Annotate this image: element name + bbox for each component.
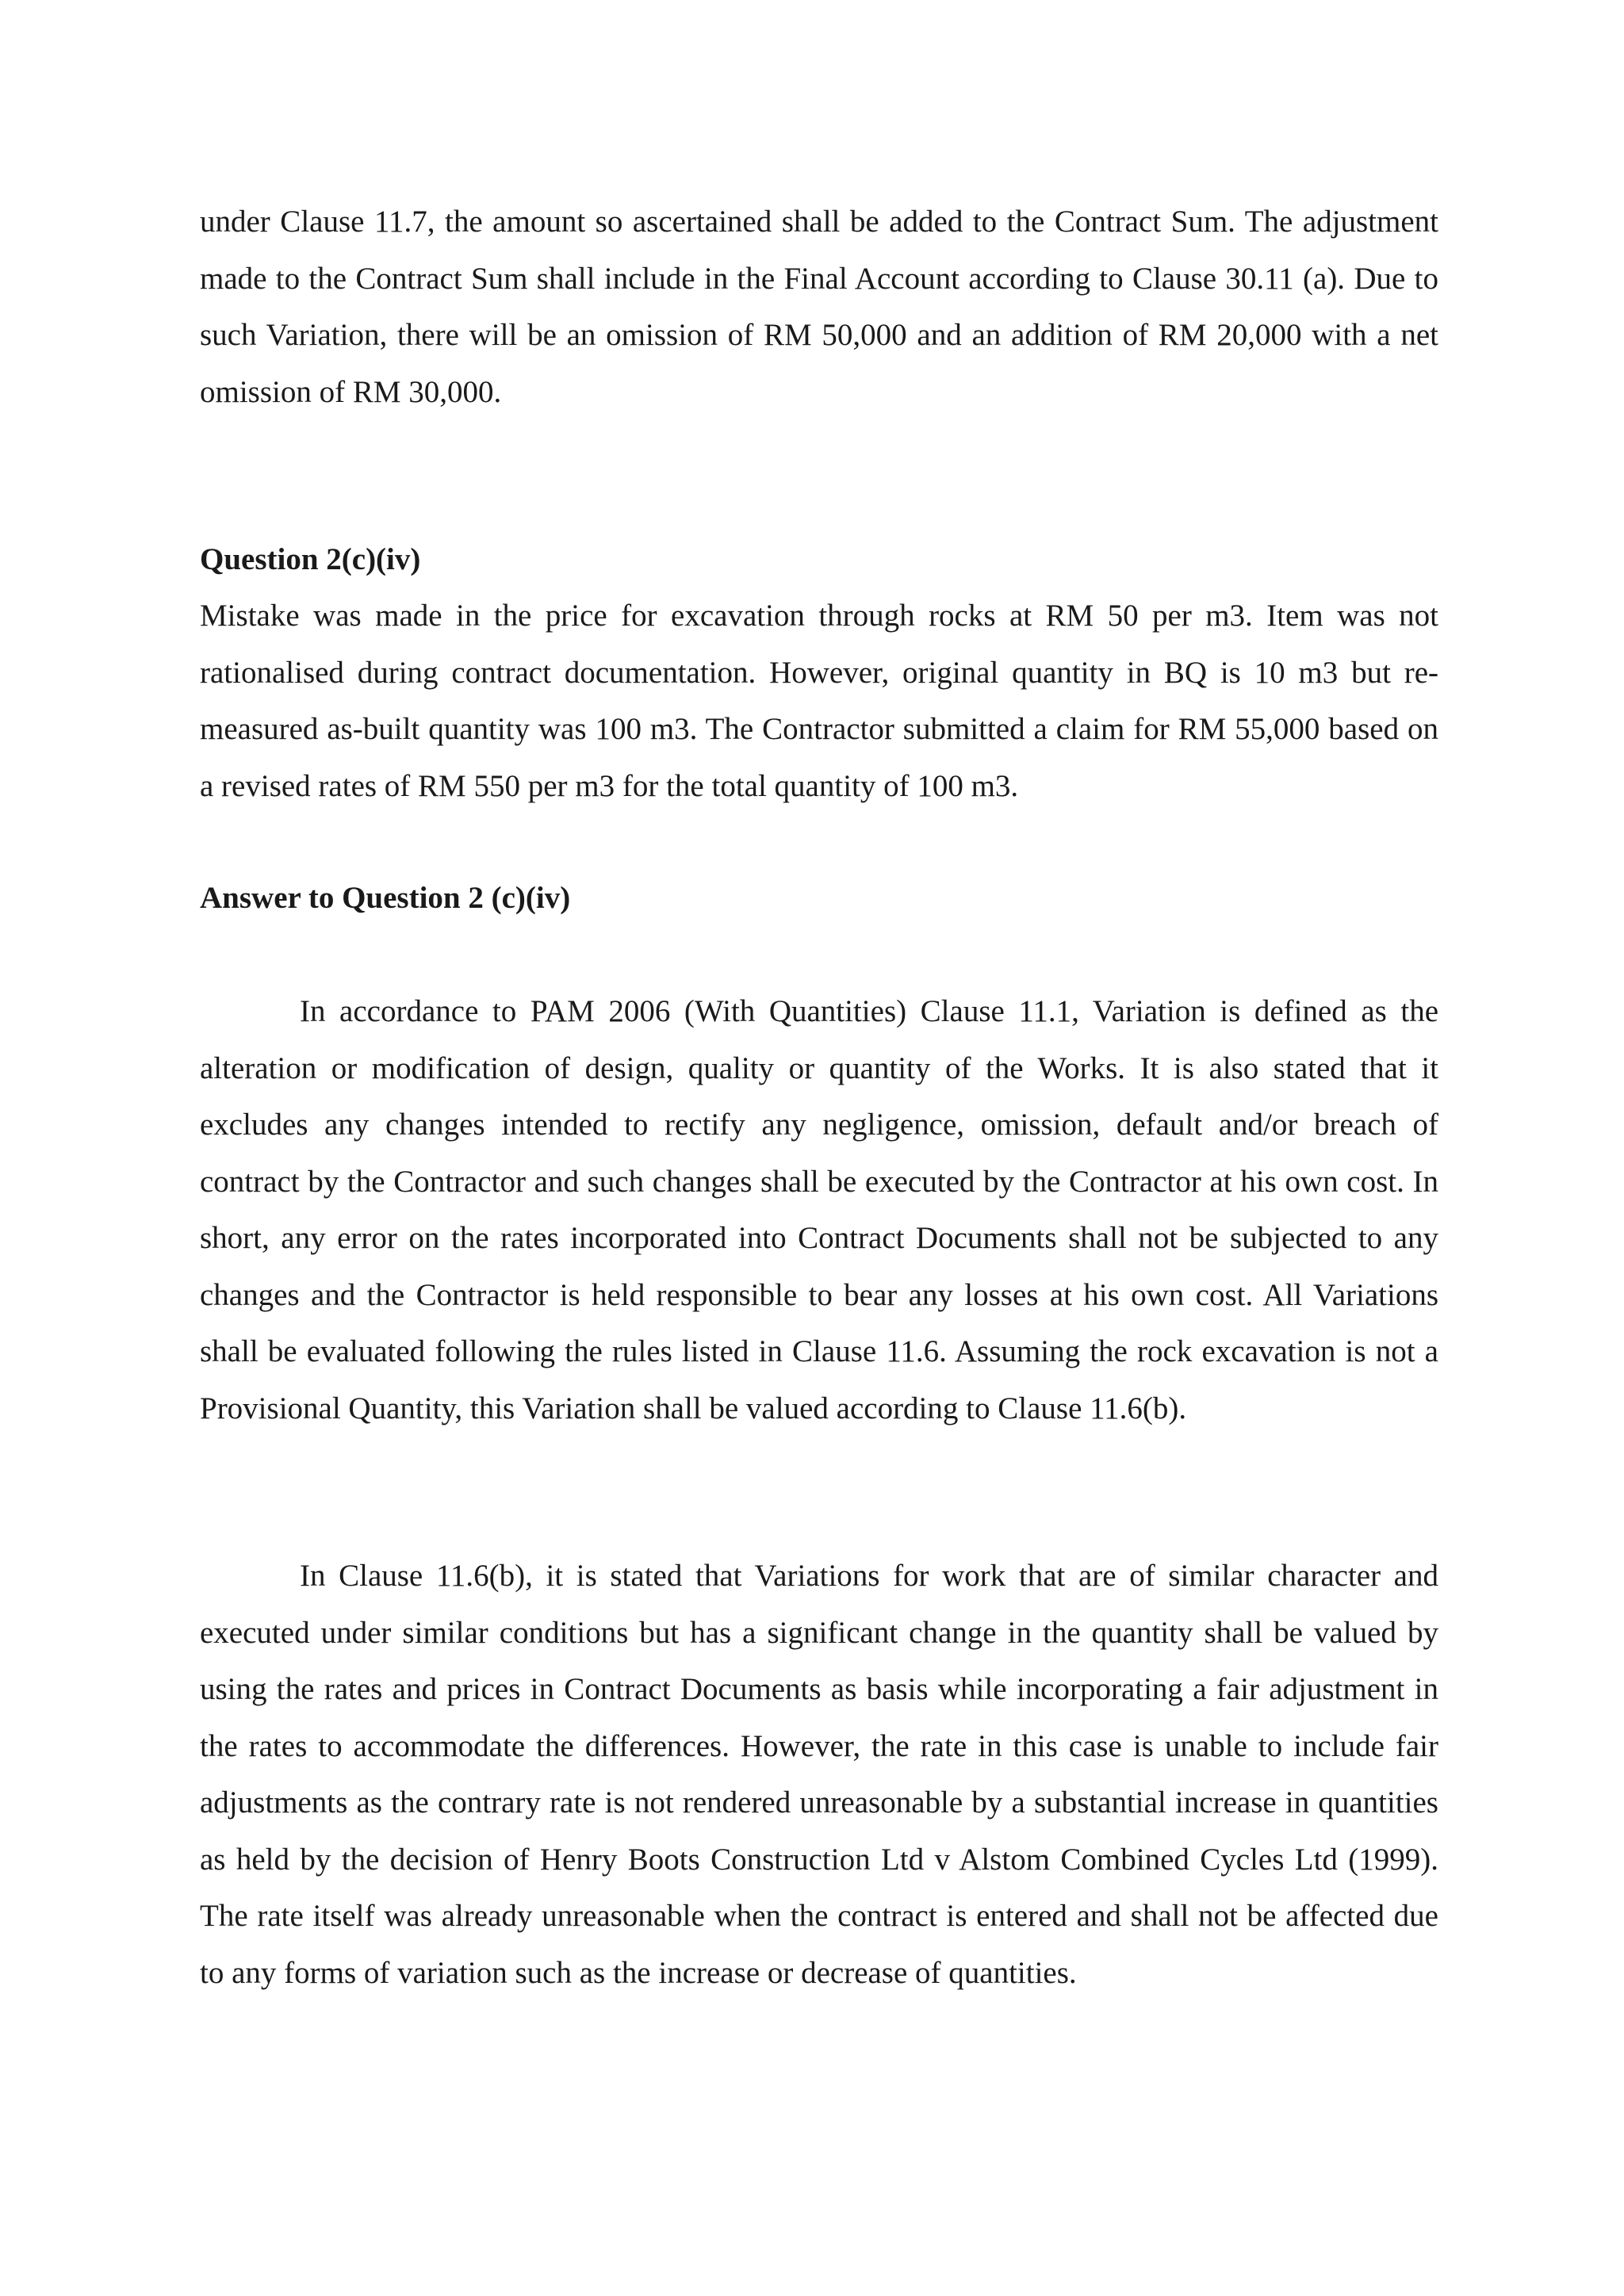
question-text: Mistake was made in the price for excavation through rocks at RM 50 per m3. Item was not rationalised during contract documentation. However, original quantity in BQ is 10 m3 but re-measured as-built quantity was 100 m3. The Contractor submitted a claim for RM 55,000 based on a revised rates of RM 550 per m3 for the total quantity of 100 m3. (200, 599, 1438, 803)
answer-heading: Answer to Question 2 (c)(iv) (200, 881, 571, 915)
answer-paragraph-1: In accordance to PAM 2006 (With Quantities) Clause 11.1, Variation is defined as the alteration or modification of design, quality or quantity of the Works. It is also stated that it excludes any changes intended to rectify any negligence, omission, default and/or breach of contract by the Contractor and such changes shall be executed by the Contractor at his own cost. In short, any error on the rates incorporated into Contract Documents shall not be subjected to any changes and the Contractor is held responsible to bear any losses at his own cost. All Variations shall be evaluated following the rules listed in Clause 11.6. Assuming the rock excavation is not a Provisional Quantity, this Variation shall be valued according to Clause 11.6(b). (200, 994, 1438, 1425)
answer-paragraph-2: In Clause 11.6(b), it is stated that Variations for work that are of similar character and executed under similar conditions but has a significant change in the quantity shall be valued by using the rates and prices in Contract Documents as basis while incorporating a fair adjustment in the rates to accommodate the differences. However, the rate in this case is unable to include fair adjustments as the contrary rate is not rendered unreasonable by a substantial increase in quantities as held by the decision of Henry Boots Construction Ltd v Alstom Combined Cycles Ltd (1999). The rate itself was already unreasonable when the contract is entered and shall not be affected due to any forms of variation such as the increase or decrease of quantities. (200, 1559, 1438, 1990)
continuation-paragraph: under Clause 11.7, the amount so ascertained shall be added to the Contract Sum. The adjustment made to the Contract Sum shall include in the Final Account according to Clause 30.11 (a). Due to such Variation, there will be an omission of RM 50,000 and an addition of RM 20,000 with a net omission of RM 30,000. (200, 205, 1438, 409)
question-heading: Question 2(c)(iv) (200, 542, 421, 576)
